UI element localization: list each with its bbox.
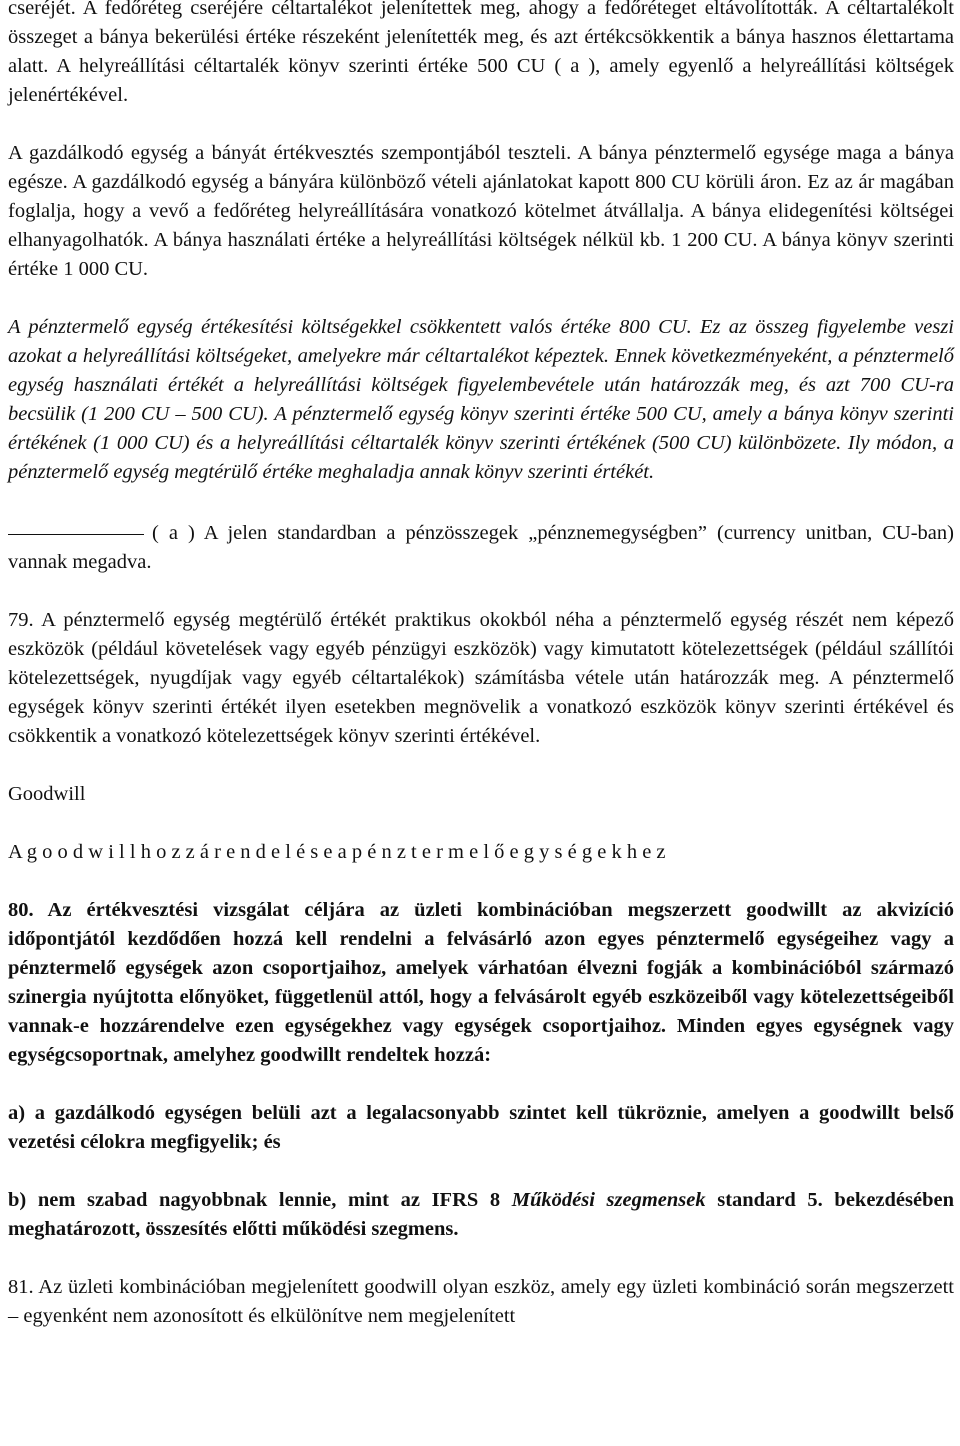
paragraph-mine-impairment-test: A gazdálkodó egység a bányát értékvesztés szempontjából teszteli. A bánya pénztermelő egysége maga a bánya egésze. A gazdálkodó egység a bányára különböző vételi ajánlatokat kapott 800 CU körüli áron. Ez az ár magában foglalja, hogy a vevő a fedőréteg helyreállítására vonatkozó kötelmet átvállalja. A bánya elidegenítési költségei elhanyagolhatók. A bánya használati értéke a helyreállítási költségek nélkül kb. 1 200 CU. A bánya könyv szerinti értéke 1 000 CU. <box>8 142 954 280</box>
footnote-rule <box>8 533 144 535</box>
document-page <box>8 0 954 1331</box>
footnote-text: ( a ) A jelen standardban a pénzösszegek „pénznemegységben” (currency unitban, CU-ban) vannak megadva. <box>8 522 954 573</box>
section-heading-goodwill: Goodwill <box>8 783 86 805</box>
item-b-standard-title: Működési szegmensek <box>511 1189 706 1211</box>
footnote <box>8 519 954 577</box>
paragraph-restoration-provision: cseréjét. A fedőréteg cseréjére céltartalékot jelenítettek meg, ahogy a fedőréteget eltávolították. A céltartalékolt összeget a bánya bekerülési értéke részeként jelenítették meg, és azt értékcsökkentik a bánya hasznos élettartama alatt. A helyreállítási céltartalék könyv szerinti értéke 500 CU ( a ), amely egyenlő a helyreállítási költségek jelenértékével. <box>8 0 954 106</box>
paragraph-80-item-b <box>8 1186 954 1244</box>
paragraph-80-item-a: a) a gazdálkodó egységen belüli azt a legalacsonyabb szintet kell tükröznie, amelyen a goodwillt belső vezetési célokra megfigyelik; és <box>8 1102 954 1153</box>
paragraph-80: 80. Az értékvesztési vizsgálat céljára az üzleti kombinációban megszerzett goodwillt az akvizíció időpontjától kezdődően hozzá kell rendelni a felvásárló azon egyes pénztermelő egységeihez vagy a pénztermelő egységek azon csoportjaihoz, amelyek várhatóan élvezni fogják a kombinációból származó szinergia nyújtotta előnyöket, függetlenül attól, hogy a felvásárolt egyéb eszközeiből vagy kötelezettségeiből vannak-e hozzárendelve ezen egységekhez vagy egységek csoportjaihoz. Minden egyes egységnek vagy egységcsoportnak, amelyhez goodwillt rendeltek hozzá: <box>8 899 954 1066</box>
item-b-text-2: standard 5. bekezdésében meghatározott, összesítés előtti működési szegmens. <box>8 1189 954 1240</box>
paragraph-79: 79. A pénztermelő egység megtérülő értékét praktikus okokból néha a pénztermelő egység részét nem képező eszközök (például követelések vagy egyéb pénzügyi eszközök) vagy kimutatott kötelezettségek (például szállítói kötelezettségek, nyugdíjak vagy egyéb céltartalékok) számításba vétele után határozzák meg. A pénztermelő egységek könyv szerinti értékét ilyen esetekben megnövelik a vonatkozó eszközök könyv szerinti értékével és csökkentik a vonatkozó kötelezettségek könyv szerinti értékével. <box>8 609 954 747</box>
item-b-text-1: b) nem szabad nagyobbnak lennie, mint az IFRS 8 <box>8 1189 512 1211</box>
paragraph-fair-value-explanation: A pénztermelő egység értékesítési költségekkel csökkentett valós értéke 800 CU. Ez az összeg figyelembe veszi azokat a helyreállítási költségeket, amelyekre már céltartalékot képeztek. Ennek következményeként, a pénztermelő egység használati értékét a helyreállítási költségek figyelembevétele után határozzák meg, és azt 700 CU-ra becsülik (1 200 CU – 500 CU). A pénztermelő egység könyv szerinti értéke 500 CU, amely a bánya könyv szerinti értékének (1 000 CU) és a helyreállítási céltartalék könyv szerinti értékének (500 CU) különbözete. Ily módon, a pénztermelő egység megtérülő értéke meghaladja annak könyv szerinti értékét. <box>8 316 954 483</box>
paragraph-81: 81. Az üzleti kombinációban megjelenített goodwill olyan eszköz, amely egy üzleti kombináció során megszerzett – egyenként nem azonosított és elkülönítve nem megjelenített <box>8 1276 954 1327</box>
subheading-goodwill-allocation: A g o o d w i l l h o z z á r e n d e l é s e a p é n z t e r m e l ő e g y s é g e k h e z <box>8 841 666 863</box>
